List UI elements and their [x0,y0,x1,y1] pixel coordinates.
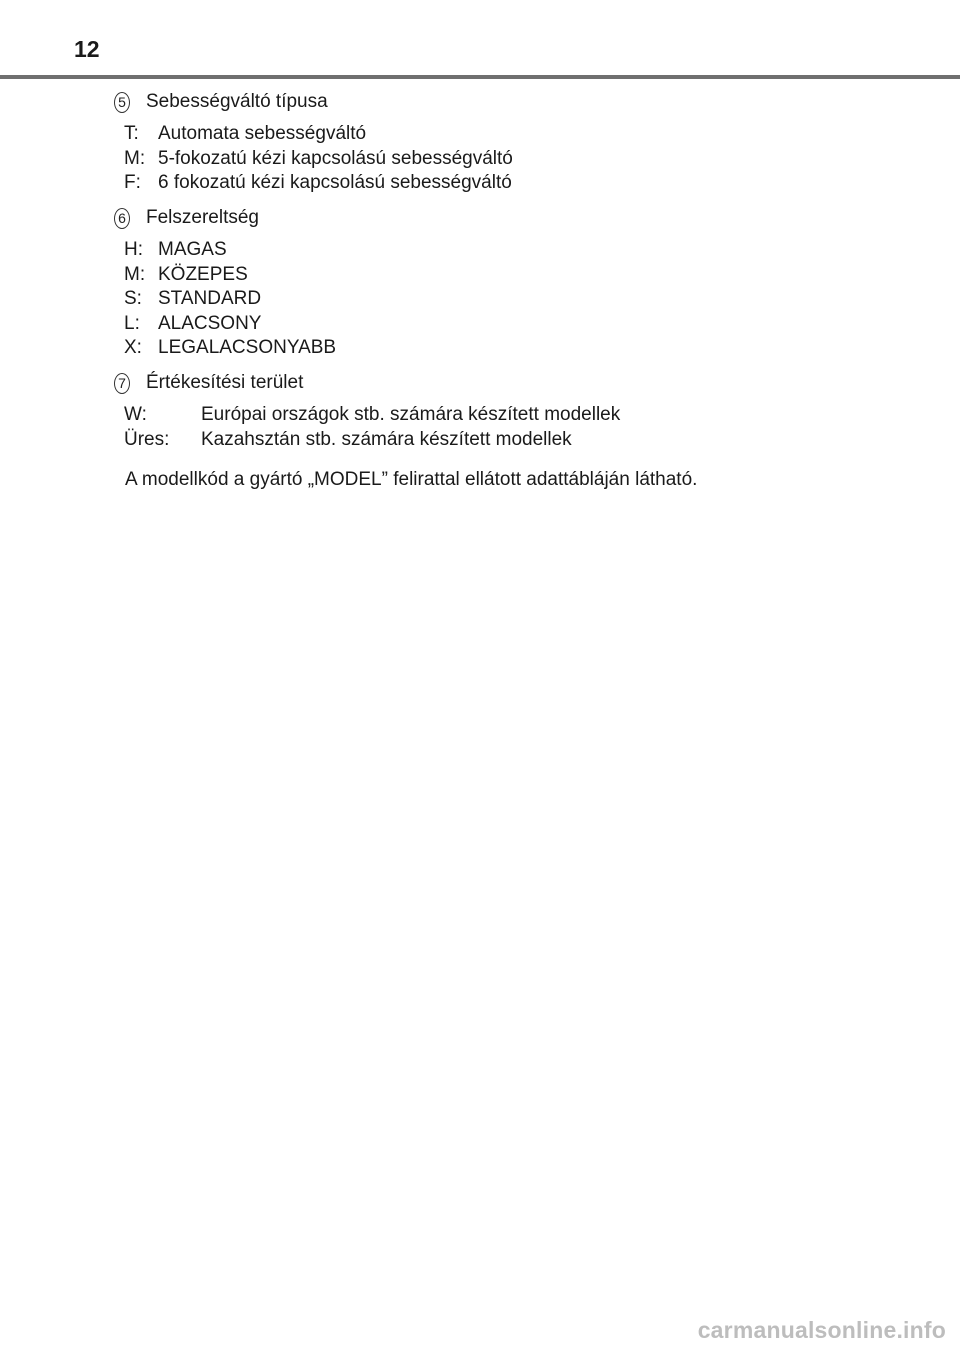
section-marker-7: 7 [114,373,130,394]
item-code: L: [124,312,140,334]
section-equipment-level [114,206,336,361]
item-code: M: [124,147,146,169]
page-number: 12 [74,36,100,62]
item-text: LEGALACSONYABB [158,337,337,358]
section-title: Sebességváltó típusa [146,91,328,112]
item-text: ALACSONY [158,312,262,334]
section-title: Felszereltség [146,207,259,228]
item-text: 6 fokozatú kézi kapcsolású sebességváltó [158,172,512,193]
watermark-link[interactable]: carmanualsonline.info [697,1317,946,1343]
list-item [124,403,620,428]
section-sales-region [114,371,620,452]
item-text: 5-fokozatú kézi kapcsolású sebességváltó [158,147,513,169]
list-item [124,147,513,172]
item-code: Üres: [124,428,170,450]
item-text: STANDARD [158,288,262,309]
item-text: Kazahsztán stb. számára készített modellek [201,428,572,450]
model-code-note: A modellkód a gyártó „MODEL” felirattal ellátott adattábláján látható. [125,469,698,490]
list-item [124,171,513,196]
item-code: F: [124,172,141,193]
section-title: Értékesítési terület [146,372,304,393]
item-code: M: [124,263,146,285]
section-marker-6: 6 [114,208,130,229]
item-text: Európai országok stb. számára készített modellek [201,404,621,425]
item-text: Automata sebességváltó [158,123,367,144]
list-item [124,238,336,263]
list-item [124,312,336,337]
item-text: KÖZEPES [158,263,248,285]
item-text: MAGAS [158,239,227,260]
list-item [124,428,620,453]
list-item [124,336,336,361]
item-code: T: [124,123,139,144]
header-rule [0,75,960,79]
item-code: H: [124,239,143,260]
item-code: S: [124,288,142,309]
section-marker-5: 5 [114,92,130,113]
list-item [124,263,336,288]
item-code: W: [124,404,147,425]
item-code: X: [124,337,142,358]
section-transmission-type [114,90,513,196]
list-item [124,287,336,312]
list-item [124,122,513,147]
